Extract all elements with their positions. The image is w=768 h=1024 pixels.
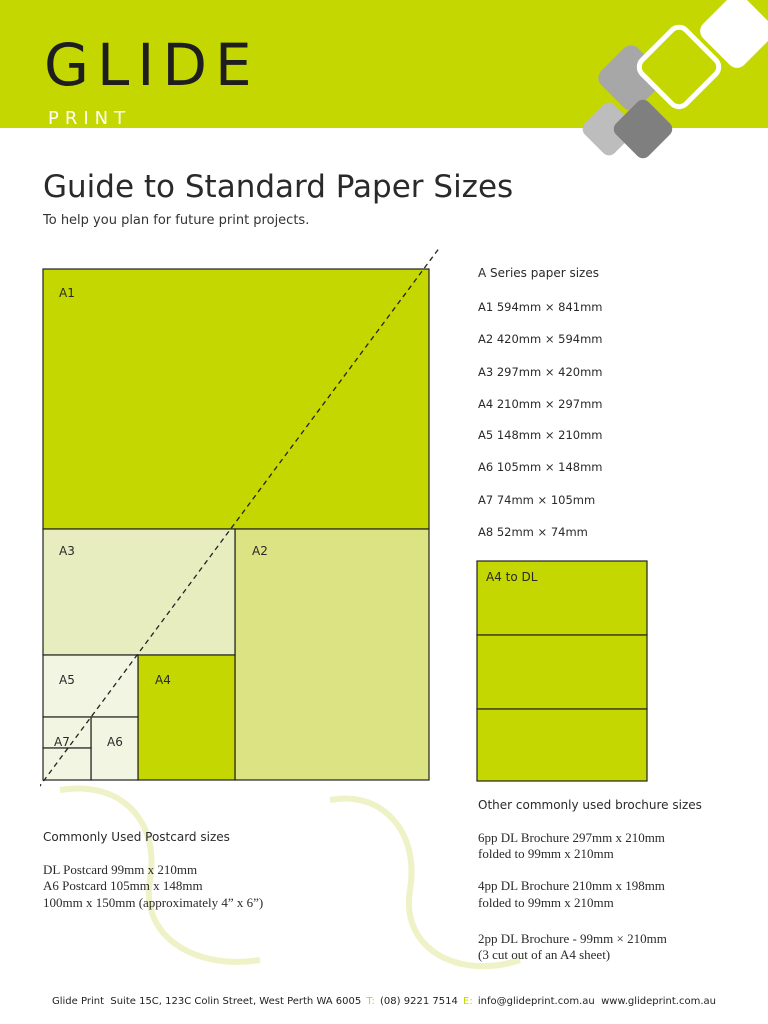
dl-panel [477,709,647,781]
brochure-line: 4pp DL Brochure 210mm x 198mm [478,878,665,893]
dl-panel [477,635,647,709]
page-title: Guide to Standard Paper Sizes [43,169,514,205]
a-series-item: A5 148mm × 210mm [478,428,603,442]
footer-email-label: E: [463,996,473,1007]
sheet-a5 [43,655,138,717]
postcard-line: A6 Postcard 105mm x 148mm [43,878,203,893]
sheet-a8 [43,748,91,780]
brochure-line: 2pp DL Brochure - 99mm × 210mm [478,931,667,946]
label-a3: A3 [59,544,75,558]
footer-email-link[interactable]: info@glideprint.com.au [477,996,595,1007]
a-series-item: A2 420mm × 594mm [478,332,603,346]
brochure-line: folded to 99mm x 210mm [478,895,614,910]
logo-subword: PRINT [48,108,132,129]
postcards-heading: Commonly Used Postcard sizes [43,830,230,844]
logo-wordmark: GLIDE [44,31,260,99]
label-a7: A7 [54,735,70,749]
sheet-a1 [43,269,429,529]
a-series-item: A1 594mm × 841mm [478,300,603,314]
label-a5: A5 [59,673,75,687]
a-series-item: A8 52mm × 74mm [478,525,588,539]
label-a2: A2 [252,544,268,558]
footer-website-link[interactable]: www.glideprint.com.au [601,996,716,1007]
footer [0,996,768,1007]
brochure-line: 6pp DL Brochure 297mm x 210mm [478,830,665,845]
a4-to-dl-diagram [476,560,650,784]
a4-to-dl-label: A4 to DL [486,570,538,584]
page-subtitle: To help you plan for future print projects. [43,213,310,228]
brochures-heading: Other commonly used brochure sizes [478,798,702,812]
footer-company: Glide Print [52,996,104,1007]
label-a4: A4 [155,673,171,687]
a-series-item: A6 105mm × 148mm [478,460,603,474]
a-series-heading: A Series paper sizes [478,266,599,280]
brochure-line: folded to 99mm x 210mm [478,846,614,861]
a-series-item: A4 210mm × 297mm [478,397,603,411]
paper-size-diagram [40,245,450,815]
a-series-item: A7 74mm × 105mm [478,493,596,507]
postcard-line: DL Postcard 99mm x 210mm [43,862,198,877]
postcard-line: 100mm x 150mm (approximately 4” x 6”) [43,895,264,910]
sheet-a4 [138,655,235,780]
footer-phone: (08) 9221 7514 [380,996,458,1007]
label-a6: A6 [107,735,123,749]
footer-address: Suite 15C, 123C Colin Street, West Perth WA 6005 [110,996,362,1007]
label-a1: A1 [59,286,75,300]
decorative-tiles [560,0,768,170]
a-series-item: A3 297mm × 420mm [478,365,603,379]
footer-phone-label: T: [366,996,375,1007]
sheet-a2 [235,529,429,780]
brochure-line: (3 cut out of an A4 sheet) [478,947,611,962]
